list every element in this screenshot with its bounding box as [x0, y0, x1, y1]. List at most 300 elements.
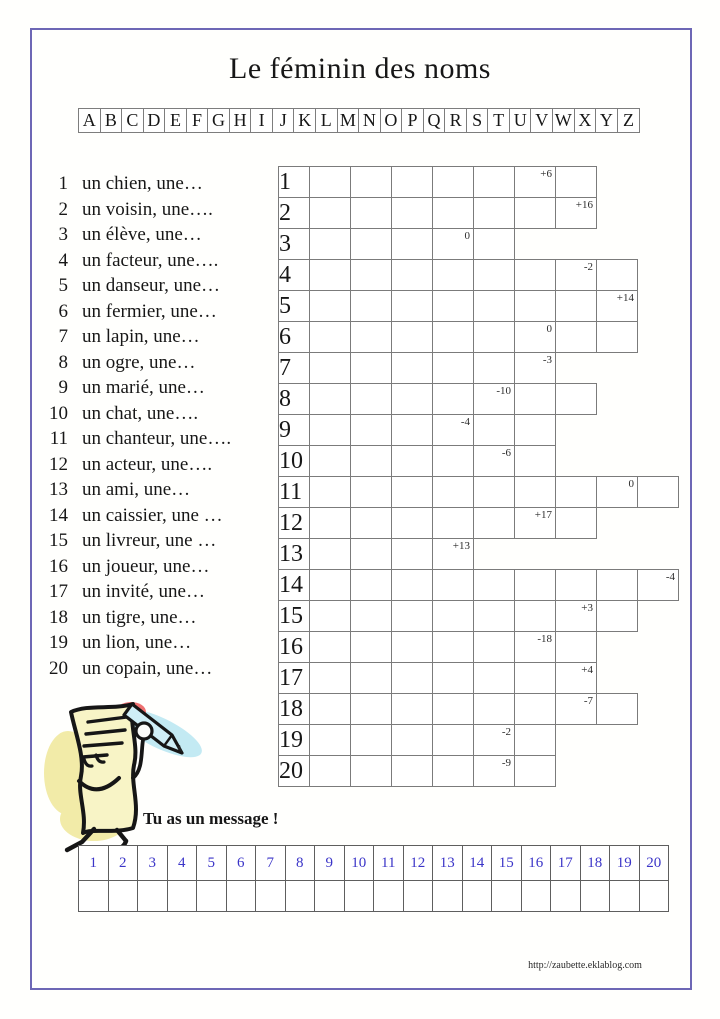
answer-letter-cell [351, 291, 392, 322]
answer-letter-cell [433, 477, 474, 508]
answer-letter-cell [433, 539, 474, 570]
message-column-number: 5 [197, 846, 227, 881]
list-item [40, 528, 231, 554]
answer-letter-cell [556, 167, 597, 198]
answer-letter-cell [392, 632, 433, 663]
list-item [40, 656, 231, 682]
answer-letter-cell [433, 260, 474, 291]
answer-letter-cell [351, 384, 392, 415]
list-item-number: 13 [49, 479, 68, 500]
message-letter-cell [79, 881, 109, 912]
message-column-number: 9 [315, 846, 345, 881]
letter-shift-hint: +16 [575, 199, 593, 211]
list-item-text: un copain, une… [82, 657, 213, 679]
list-item-text: un fermier, une… [82, 300, 217, 322]
answer-letter-cell [556, 663, 597, 694]
letter-shift-hint: -9 [501, 757, 511, 769]
list-item-text: un ogre, une… [82, 351, 196, 373]
message-letter-cell [315, 881, 345, 912]
letter-shift-hint: 0 [464, 230, 470, 242]
alphabet-cell: A [79, 109, 101, 132]
list-item [40, 197, 231, 223]
message-letter-cell [462, 881, 492, 912]
answer-row-number: 6 [279, 322, 310, 353]
answer-letter-cell [433, 415, 474, 446]
alphabet-cell: R [445, 109, 467, 132]
list-item [40, 605, 231, 631]
answer-grid-row [279, 291, 679, 322]
answer-letter-cell [638, 477, 679, 508]
alphabet-cell: G [208, 109, 230, 132]
message-column-number: 6 [226, 846, 256, 881]
letter-shift-hint: -10 [496, 385, 511, 397]
alphabet-cell: T [488, 109, 510, 132]
answer-grid-body [279, 167, 679, 787]
list-item-number: 9 [58, 377, 68, 398]
answer-letter-cell [474, 415, 515, 446]
answer-letter-cell [351, 415, 392, 446]
answer-letter-cell [392, 415, 433, 446]
list-item [40, 299, 231, 325]
letter-shift-hint: -3 [542, 354, 552, 366]
answer-letter-cell [597, 291, 638, 322]
answer-letter-cell [351, 322, 392, 353]
list-item-text: un tigre, une… [82, 606, 197, 628]
message-letter-cell [108, 881, 138, 912]
answer-row-number: 7 [279, 353, 310, 384]
answer-letter-cell [310, 322, 351, 353]
answer-row-number: 5 [279, 291, 310, 322]
answer-letter-cell [597, 570, 638, 601]
answer-row-number: 9 [279, 415, 310, 446]
list-item-number: 3 [58, 224, 68, 245]
answer-letter-cell [556, 322, 597, 353]
message-column-number: 20 [639, 846, 669, 881]
answer-row-number: 1 [279, 167, 310, 198]
answer-letter-cell [515, 756, 556, 787]
answer-letter-cell [515, 694, 556, 725]
answer-letter-cell [433, 694, 474, 725]
message-letter-cell [433, 881, 463, 912]
alphabet-cell: H [230, 109, 252, 132]
answer-letter-cell [310, 570, 351, 601]
answer-letter-cell [474, 384, 515, 415]
list-item-number: 16 [49, 555, 68, 577]
answer-letter-cell [515, 167, 556, 198]
list-item-number: 17 [49, 581, 68, 602]
noun-list [40, 171, 231, 681]
answer-grid-row [279, 694, 679, 725]
list-item-number: 7 [58, 326, 68, 347]
list-item-text: un voisin, une…. [82, 198, 213, 220]
alphabet-cell: O [381, 109, 403, 132]
list-item-number: 2 [58, 198, 68, 220]
list-item [40, 554, 231, 580]
list-item [40, 452, 231, 478]
answer-row-number: 13 [279, 539, 310, 570]
message-column-number: 14 [462, 846, 492, 881]
alphabet-cell: C [122, 109, 144, 132]
list-item-text: un acteur, une…. [82, 453, 213, 475]
answer-letter-cell [433, 353, 474, 384]
answer-letter-cell [556, 260, 597, 291]
alphabet-cell: Y [596, 109, 618, 132]
answer-letter-cell [351, 508, 392, 539]
list-item-number: 1 [58, 173, 68, 194]
letter-shift-hint: -4 [460, 416, 470, 428]
list-item-number: 11 [49, 428, 68, 449]
answer-letter-cell [515, 291, 556, 322]
answer-letter-cell [433, 446, 474, 477]
answer-letter-cell [351, 570, 392, 601]
answer-grid-row [279, 198, 679, 229]
alphabet-cell: P [402, 109, 424, 132]
answer-letter-cell [433, 167, 474, 198]
list-item [40, 248, 231, 274]
letter-shift-hint: -6 [501, 447, 511, 459]
answer-letter-cell [351, 198, 392, 229]
answer-row-number: 19 [279, 725, 310, 756]
answer-letter-cell [433, 663, 474, 694]
letter-shift-hint: +6 [540, 168, 552, 180]
list-item-number: 20 [49, 657, 68, 679]
letter-shift-hint: +17 [534, 509, 552, 521]
alphabet-cell: W [553, 109, 575, 132]
letter-shift-hint: 0 [546, 323, 552, 335]
answer-letter-cell [597, 322, 638, 353]
answer-letter-cell [392, 353, 433, 384]
answer-letter-cell [310, 291, 351, 322]
message-letter-cell [521, 881, 551, 912]
answer-letter-cell [515, 322, 556, 353]
answer-letter-cell [474, 446, 515, 477]
alphabet-cell: K [294, 109, 316, 132]
list-item-text: un chat, une…. [82, 402, 199, 424]
answer-letter-cell [310, 415, 351, 446]
message-column-number: 7 [256, 846, 286, 881]
answer-letter-cell [433, 756, 474, 787]
answer-letter-cell [515, 384, 556, 415]
answer-letter-cell [310, 694, 351, 725]
list-item-number: 14 [49, 504, 68, 526]
answer-letter-cell [515, 508, 556, 539]
list-item-number: 6 [58, 300, 68, 322]
answer-letter-cell [515, 663, 556, 694]
alphabet-cell: N [359, 109, 381, 132]
answer-letter-cell [351, 229, 392, 260]
answer-letter-cell [310, 601, 351, 632]
message-column-number: 19 [610, 846, 640, 881]
answer-grid-row [279, 632, 679, 663]
answer-letter-cell [392, 756, 433, 787]
alphabet-cell: M [338, 109, 360, 132]
answer-letter-cell [392, 601, 433, 632]
list-item [40, 477, 231, 503]
page-title: Le féminin des noms [229, 52, 491, 85]
list-item [40, 324, 231, 350]
answer-letter-cell [310, 446, 351, 477]
answer-letter-cell [515, 477, 556, 508]
answer-grid-row [279, 384, 679, 415]
answer-letter-cell [433, 570, 474, 601]
answer-letter-cell [474, 663, 515, 694]
list-item-number: 8 [58, 351, 68, 373]
answer-letter-cell [433, 322, 474, 353]
answer-letter-cell [310, 663, 351, 694]
answer-letter-cell [597, 477, 638, 508]
answer-letter-cell [474, 322, 515, 353]
answer-letter-cell [310, 167, 351, 198]
list-item-text: un chanteur, une…. [82, 428, 232, 449]
answer-letter-cell [392, 539, 433, 570]
answer-row-number: 8 [279, 384, 310, 415]
answer-letter-cell [351, 756, 392, 787]
answer-letter-cell [392, 291, 433, 322]
list-item-number: 15 [49, 530, 68, 551]
answer-grid-row [279, 663, 679, 694]
answer-letter-cell [392, 694, 433, 725]
answer-letter-cell [310, 632, 351, 663]
answer-letter-cell [515, 260, 556, 291]
message-letter-cell [285, 881, 315, 912]
answer-row-number: 16 [279, 632, 310, 663]
answer-row-number: 20 [279, 756, 310, 787]
answer-row-number: 3 [279, 229, 310, 260]
list-item [40, 426, 231, 452]
answer-letter-cell [351, 353, 392, 384]
list-item-number: 12 [49, 453, 68, 475]
letter-shift-hint: -18 [537, 633, 552, 645]
answer-letter-cell [310, 756, 351, 787]
message-table [78, 845, 669, 912]
answer-letter-cell [474, 725, 515, 756]
message-column-number: 4 [167, 846, 197, 881]
answer-letter-cell [433, 632, 474, 663]
answer-letter-cell [392, 570, 433, 601]
message-letter-cell [374, 881, 404, 912]
answer-letter-cell [351, 260, 392, 291]
alphabet-cell: V [531, 109, 553, 132]
answer-letter-cell [433, 601, 474, 632]
answer-grid [278, 166, 679, 787]
message-column-number: 12 [403, 846, 433, 881]
list-item-number: 10 [49, 402, 68, 424]
letter-shift-hint: -4 [665, 571, 675, 583]
list-item-text: un caissier, une … [82, 504, 223, 526]
answer-letter-cell [433, 384, 474, 415]
answer-letter-cell [515, 725, 556, 756]
answer-letter-cell [351, 663, 392, 694]
message-column-number: 11 [374, 846, 404, 881]
message-letter-cell [197, 881, 227, 912]
message-letter-cell [167, 881, 197, 912]
answer-grid-row [279, 167, 679, 198]
message-column-number: 3 [138, 846, 168, 881]
answer-letter-cell [474, 260, 515, 291]
answer-letter-cell [392, 260, 433, 291]
alphabet-cell: D [144, 109, 166, 132]
letter-shift-hint: +13 [452, 540, 470, 552]
answer-letter-cell [556, 601, 597, 632]
answer-letter-cell [310, 353, 351, 384]
answer-letter-cell [433, 725, 474, 756]
list-item-text: un danseur, une… [82, 275, 221, 296]
answer-letter-cell [556, 508, 597, 539]
answer-letter-cell [310, 725, 351, 756]
answer-letter-cell [310, 508, 351, 539]
answer-letter-cell [392, 384, 433, 415]
answer-grid-row [279, 353, 679, 384]
message-column-number: 8 [285, 846, 315, 881]
answer-letter-cell [597, 601, 638, 632]
list-item-text: un élève, une… [82, 224, 202, 245]
list-item [40, 503, 231, 529]
answer-letter-cell [474, 694, 515, 725]
message-letter-cell [639, 881, 669, 912]
answer-row-number: 17 [279, 663, 310, 694]
alphabet-cell: F [187, 109, 209, 132]
answer-row-number: 12 [279, 508, 310, 539]
list-item [40, 222, 231, 248]
answer-letter-cell [638, 570, 679, 601]
answer-grid-row [279, 260, 679, 291]
answer-letter-cell [310, 260, 351, 291]
answer-letter-cell [351, 477, 392, 508]
answer-letter-cell [597, 260, 638, 291]
message-letter-cell [492, 881, 522, 912]
answer-letter-cell [351, 446, 392, 477]
list-item-text: un livreur, une … [82, 530, 217, 551]
alphabet-cell: U [510, 109, 532, 132]
answer-letter-cell [310, 198, 351, 229]
alphabet-cell: I [251, 109, 273, 132]
message-column-number: 17 [551, 846, 581, 881]
message-number-row [79, 846, 669, 881]
answer-letter-cell [474, 229, 515, 260]
answer-letter-cell [474, 756, 515, 787]
answer-letter-cell [556, 477, 597, 508]
answer-letter-cell [392, 229, 433, 260]
answer-letter-cell [433, 198, 474, 229]
list-item [40, 171, 231, 197]
answer-grid-row [279, 415, 679, 446]
alphabet-cell: E [165, 109, 187, 132]
message-letter-cell [403, 881, 433, 912]
answer-letter-cell [392, 508, 433, 539]
message-column-number: 2 [108, 846, 138, 881]
answer-grid-row [279, 539, 679, 570]
list-item-number: 4 [58, 249, 68, 271]
list-item-number: 18 [49, 606, 68, 628]
answer-letter-cell [515, 353, 556, 384]
answer-letter-cell [392, 663, 433, 694]
answer-letter-cell [392, 446, 433, 477]
message-column-number: 16 [521, 846, 551, 881]
list-item-text: un facteur, une…. [82, 249, 219, 271]
list-item [40, 401, 231, 427]
alphabet-cell: J [273, 109, 295, 132]
letter-shift-hint: -2 [583, 261, 593, 273]
answer-letter-cell [515, 446, 556, 477]
alphabet-cell: Z [622, 110, 634, 130]
list-item [40, 273, 231, 299]
list-item-text: un lapin, une… [82, 326, 200, 347]
message-answer-row [79, 881, 669, 912]
answer-row-number: 18 [279, 694, 310, 725]
answer-letter-cell [474, 291, 515, 322]
answer-letter-cell [474, 477, 515, 508]
answer-letter-cell [433, 508, 474, 539]
answer-letter-cell [515, 570, 556, 601]
list-item-text: un chien, une… [82, 173, 203, 194]
message-letter-cell [551, 881, 581, 912]
answer-letter-cell [556, 632, 597, 663]
answer-letter-cell [515, 601, 556, 632]
alphabet-cell: S [467, 109, 489, 132]
answer-letter-cell [515, 198, 556, 229]
message-letter-cell [580, 881, 610, 912]
answer-letter-cell [556, 198, 597, 229]
answer-grid-row [279, 446, 679, 477]
answer-grid-row [279, 601, 679, 632]
list-item-text: un ami, une… [82, 479, 191, 500]
answer-row-number: 15 [279, 601, 310, 632]
list-item-text: un lion, une… [82, 632, 192, 653]
list-item-number: 5 [58, 275, 68, 296]
answer-letter-cell [433, 229, 474, 260]
alphabet-cell: Q [424, 109, 446, 132]
message-column-number: 15 [492, 846, 522, 881]
answer-letter-cell [556, 694, 597, 725]
answer-letter-cell [351, 539, 392, 570]
answer-letter-cell [351, 725, 392, 756]
list-item-number: 19 [49, 632, 68, 653]
message-letter-cell [344, 881, 374, 912]
letter-shift-hint: +4 [581, 664, 593, 676]
answer-letter-cell [351, 694, 392, 725]
answer-row-number: 2 [279, 198, 310, 229]
message-label: Tu as un message ! [143, 809, 279, 828]
letter-shift-hint: -2 [501, 726, 511, 738]
answer-letter-cell [392, 725, 433, 756]
answer-letter-cell [392, 167, 433, 198]
alphabet-cell: B [101, 109, 123, 132]
answer-letter-cell [392, 322, 433, 353]
mascot-hand [136, 723, 152, 739]
answer-letter-cell [351, 167, 392, 198]
answer-letter-cell [556, 384, 597, 415]
answer-letter-cell [351, 632, 392, 663]
answer-letter-cell [474, 508, 515, 539]
answer-row-number: 4 [279, 260, 310, 291]
letter-shift-hint: +14 [616, 292, 634, 304]
list-item [40, 630, 231, 656]
answer-grid-row [279, 322, 679, 353]
message-letter-cell [226, 881, 256, 912]
answer-letter-cell [556, 291, 597, 322]
message-column-number: 1 [79, 846, 109, 881]
answer-letter-cell [310, 229, 351, 260]
list-item-text: un joueur, une… [82, 555, 210, 577]
list-item-text: un marié, une… [82, 377, 205, 398]
answer-letter-cell [515, 632, 556, 663]
paper-mascot-illustration [30, 695, 215, 853]
alphabet-cell: X [575, 109, 597, 132]
list-item-text: un invité, une… [82, 581, 205, 602]
answer-grid-row [279, 756, 679, 787]
message-letter-cell [610, 881, 640, 912]
list-item [40, 375, 231, 401]
